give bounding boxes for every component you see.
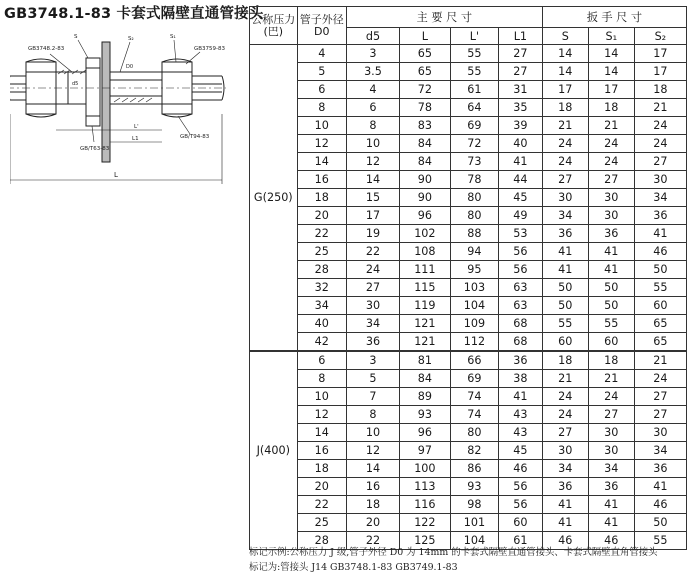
- table-cell: 24: [542, 135, 588, 153]
- table-cell: 82: [450, 442, 498, 460]
- table-cell: 122: [399, 514, 450, 532]
- table-cell: 34: [634, 189, 686, 207]
- table-cell: 14: [297, 153, 346, 171]
- table-row: [250, 135, 687, 153]
- table-cell: 19: [346, 225, 399, 243]
- table-cell: 3.5: [346, 63, 399, 81]
- table-cell: 18: [346, 496, 399, 514]
- table-cell: 65: [399, 45, 450, 63]
- table-cell: 80: [450, 189, 498, 207]
- table-cell: 36: [634, 460, 686, 478]
- table-cell: 55: [450, 45, 498, 63]
- table-cell: 32: [297, 279, 346, 297]
- table-cell: 53: [498, 225, 542, 243]
- table-cell: 80: [450, 424, 498, 442]
- table-cell: 41: [588, 496, 634, 514]
- table-cell: 90: [399, 171, 450, 189]
- table-cell: 25: [297, 243, 346, 261]
- drawing-label: GB3748.2-83: [28, 46, 65, 52]
- table-cell: 24: [542, 153, 588, 171]
- page-title: GB3748.1-83 卡套式隔壁直通管接头: [4, 6, 264, 22]
- header-diameter: 管子外径 D0: [297, 7, 346, 45]
- drawing-label: GB3759-83: [194, 46, 226, 52]
- table-cell: 18: [542, 351, 588, 370]
- drawing-label: S₁: [170, 34, 176, 40]
- table-cell: 56: [498, 496, 542, 514]
- table-row: [250, 333, 687, 352]
- table-cell: 109: [450, 315, 498, 333]
- table-cell: 125: [399, 532, 450, 550]
- table-cell: 14: [588, 63, 634, 81]
- table-cell: 104: [450, 532, 498, 550]
- table-cell: 20: [346, 514, 399, 532]
- table-cell: 27: [634, 406, 686, 424]
- table-cell: 30: [542, 442, 588, 460]
- table-cell: 12: [297, 406, 346, 424]
- table-cell: 46: [634, 243, 686, 261]
- table-cell: 55: [634, 279, 686, 297]
- table-cell: 8: [297, 370, 346, 388]
- table-cell: 60: [634, 297, 686, 315]
- header-s1: S₁: [588, 28, 634, 45]
- table-cell: 97: [399, 442, 450, 460]
- table-cell: 34: [542, 460, 588, 478]
- table-cell: 21: [542, 370, 588, 388]
- table-cell: 103: [450, 279, 498, 297]
- table-cell: 36: [498, 351, 542, 370]
- table-cell: 81: [399, 351, 450, 370]
- table-cell: 101: [450, 514, 498, 532]
- table-row: [250, 388, 687, 406]
- table-cell: 4: [297, 45, 346, 63]
- table-cell: 65: [399, 63, 450, 81]
- table-cell: 24: [588, 388, 634, 406]
- table-cell: 30: [542, 189, 588, 207]
- table-cell: 18: [588, 351, 634, 370]
- table-cell: 119: [399, 297, 450, 315]
- table-row: [250, 117, 687, 135]
- table-cell: 17: [542, 81, 588, 99]
- table-cell: 41: [634, 478, 686, 496]
- table-cell: 50: [542, 279, 588, 297]
- table-cell: 74: [450, 388, 498, 406]
- table-row: [250, 478, 687, 496]
- header-main-dims: 主 要 尺 寸: [346, 7, 542, 28]
- table-cell: 36: [588, 478, 634, 496]
- table-cell: 27: [498, 63, 542, 81]
- table-cell: 21: [634, 351, 686, 370]
- header-pressure: 公称压力 (巴): [250, 7, 298, 45]
- table-cell: 45: [498, 189, 542, 207]
- table-cell: 112: [450, 333, 498, 352]
- table-cell: 35: [498, 99, 542, 117]
- table-cell: 28: [297, 532, 346, 550]
- table-cell: 84: [399, 153, 450, 171]
- table-cell: 22: [297, 225, 346, 243]
- table-cell: 21: [542, 117, 588, 135]
- table-cell: 50: [634, 514, 686, 532]
- table-cell: 17: [346, 207, 399, 225]
- table-cell: 36: [542, 225, 588, 243]
- table-cell: 45: [498, 442, 542, 460]
- table-cell: 22: [297, 496, 346, 514]
- header-l: L: [399, 28, 450, 45]
- table-cell: 15: [346, 189, 399, 207]
- table-row: [250, 99, 687, 117]
- table-cell: 30: [588, 189, 634, 207]
- table-cell: 21: [634, 99, 686, 117]
- table-cell: 36: [346, 333, 399, 352]
- spec-table: [249, 6, 687, 550]
- table-cell: 86: [450, 460, 498, 478]
- table-cell: 27: [634, 153, 686, 171]
- table-cell: 50: [634, 261, 686, 279]
- table-row: [250, 225, 687, 243]
- table-cell: 55: [450, 63, 498, 81]
- table-cell: 60: [498, 514, 542, 532]
- table-cell: 90: [399, 189, 450, 207]
- table-cell: 25: [297, 514, 346, 532]
- table-cell: 24: [588, 135, 634, 153]
- table-row: [250, 460, 687, 478]
- table-row: [250, 189, 687, 207]
- table-row: [250, 496, 687, 514]
- table-cell: 41: [542, 496, 588, 514]
- table-row: [250, 370, 687, 388]
- table-cell: 43: [498, 424, 542, 442]
- table-cell: 20: [297, 207, 346, 225]
- table-cell: 43: [498, 406, 542, 424]
- table-cell: 84: [399, 135, 450, 153]
- table-cell: 66: [450, 351, 498, 370]
- table-cell: 14: [346, 171, 399, 189]
- table-cell: 41: [588, 514, 634, 532]
- table-cell: 40: [498, 135, 542, 153]
- table-cell: 34: [346, 315, 399, 333]
- table-cell: 41: [498, 388, 542, 406]
- table-cell: 8: [346, 406, 399, 424]
- table-cell: 34: [542, 207, 588, 225]
- table-cell: 41: [542, 261, 588, 279]
- table-cell: 16: [297, 171, 346, 189]
- table-cell: 27: [634, 388, 686, 406]
- header-l-prime: L': [450, 28, 498, 45]
- table-row: [250, 406, 687, 424]
- table-row: [250, 81, 687, 99]
- table-cell: 64: [450, 99, 498, 117]
- table-cell: 27: [542, 424, 588, 442]
- table-cell: 61: [450, 81, 498, 99]
- table-cell: 56: [498, 243, 542, 261]
- table-cell: 80: [450, 207, 498, 225]
- table-cell: 41: [542, 243, 588, 261]
- table-cell: 98: [450, 496, 498, 514]
- table-cell: 94: [450, 243, 498, 261]
- table-cell: 16: [297, 442, 346, 460]
- table-cell: 27: [588, 171, 634, 189]
- drawing-label: GB/T63-83: [80, 146, 110, 152]
- table-cell: 50: [542, 297, 588, 315]
- table-cell: 14: [346, 460, 399, 478]
- table-cell: 30: [634, 424, 686, 442]
- table-cell: 31: [498, 81, 542, 99]
- table-cell: 111: [399, 261, 450, 279]
- table-cell: 41: [542, 514, 588, 532]
- table-row: [250, 514, 687, 532]
- table-cell: 27: [588, 406, 634, 424]
- table-cell: 36: [542, 478, 588, 496]
- table-cell: 84: [399, 370, 450, 388]
- table-cell: 12: [346, 442, 399, 460]
- table-cell: 34: [634, 442, 686, 460]
- table-cell: 78: [399, 99, 450, 117]
- table-cell: 16: [346, 478, 399, 496]
- table-cell: 27: [346, 279, 399, 297]
- table-cell: 113: [399, 478, 450, 496]
- table-cell: 8: [346, 117, 399, 135]
- table-cell: 72: [450, 135, 498, 153]
- table-row: [250, 153, 687, 171]
- table-cell: 27: [498, 45, 542, 63]
- table-cell: 17: [634, 63, 686, 81]
- table-cell: 46: [588, 532, 634, 550]
- table-row: [250, 279, 687, 297]
- drawing-label: S₂: [128, 36, 134, 42]
- table-cell: 14: [542, 45, 588, 63]
- table-cell: 60: [588, 333, 634, 352]
- table-cell: 50: [588, 279, 634, 297]
- table-cell: 24: [634, 135, 686, 153]
- table-cell: 93: [450, 478, 498, 496]
- table-cell: 22: [346, 532, 399, 550]
- table-row: [250, 63, 687, 81]
- table-cell: 24: [542, 388, 588, 406]
- table-cell: 68: [498, 333, 542, 352]
- table-cell: 28: [297, 261, 346, 279]
- table-cell: 104: [450, 297, 498, 315]
- header-s2: S₂: [634, 28, 686, 45]
- table-cell: 100: [399, 460, 450, 478]
- table-cell: 24: [542, 406, 588, 424]
- footnote-line: 标记示例:公称压力 J 级,管子外径 D0 为 14mm 的卡套式隔壁直通管接头、卡套式隔壁直角管接头: [249, 547, 658, 558]
- table-row: [250, 261, 687, 279]
- table-cell: 102: [399, 225, 450, 243]
- table-cell: 65: [634, 333, 686, 352]
- table-cell: 88: [450, 225, 498, 243]
- table-cell: 21: [588, 117, 634, 135]
- table-cell: 30: [634, 171, 686, 189]
- table-cell: 115: [399, 279, 450, 297]
- table-cell: 30: [588, 442, 634, 460]
- table-cell: 3: [346, 351, 399, 370]
- table-cell: 12: [297, 135, 346, 153]
- table-cell: 63: [498, 279, 542, 297]
- table-cell: 24: [346, 261, 399, 279]
- table-cell: 30: [588, 207, 634, 225]
- table-cell: 10: [297, 117, 346, 135]
- table-cell: 89: [399, 388, 450, 406]
- table-cell: 55: [634, 532, 686, 550]
- header-d5: d5: [346, 28, 399, 45]
- table-cell: 24: [634, 117, 686, 135]
- drawing-label: S: [74, 34, 78, 40]
- table-cell: 69: [450, 370, 498, 388]
- table-cell: 49: [498, 207, 542, 225]
- table-row: [250, 45, 687, 63]
- table-cell: 17: [634, 45, 686, 63]
- table-cell: 20: [297, 478, 346, 496]
- table-cell: 60: [542, 333, 588, 352]
- table-cell: 34: [297, 297, 346, 315]
- table-row: [250, 297, 687, 315]
- header-l1: L1: [498, 28, 542, 45]
- table-cell: 55: [588, 315, 634, 333]
- header-s: S: [542, 28, 588, 45]
- table-cell: 5: [297, 63, 346, 81]
- table-cell: 18: [297, 189, 346, 207]
- table-cell: 18: [297, 460, 346, 478]
- table-cell: 36: [588, 225, 634, 243]
- table-cell: 14: [588, 45, 634, 63]
- table-cell: 65: [634, 315, 686, 333]
- table-row: [250, 171, 687, 189]
- table-cell: 46: [634, 496, 686, 514]
- table-cell: 30: [588, 424, 634, 442]
- table-cell: 4: [346, 81, 399, 99]
- table-cell: 61: [498, 532, 542, 550]
- table-cell: 83: [399, 117, 450, 135]
- table-cell: 10: [346, 424, 399, 442]
- table-row: [250, 351, 687, 370]
- header-wrench-dims: 扳 手 尺 寸: [542, 7, 686, 28]
- table-cell: 40: [297, 315, 346, 333]
- table-row: [250, 207, 687, 225]
- table-cell: 116: [399, 496, 450, 514]
- table-cell: 41: [588, 243, 634, 261]
- table-cell: 56: [498, 478, 542, 496]
- table-cell: 39: [498, 117, 542, 135]
- table-cell: 46: [498, 460, 542, 478]
- table-cell: 63: [498, 297, 542, 315]
- pressure-group-label: G(250): [250, 45, 298, 352]
- table-cell: 44: [498, 171, 542, 189]
- table-cell: 18: [634, 81, 686, 99]
- table-cell: 93: [399, 406, 450, 424]
- table-cell: 73: [450, 153, 498, 171]
- table-cell: 8: [297, 99, 346, 117]
- footnote-line: 标记为:管接头 J14 GB3748.1-83 GB3749.1-83: [249, 562, 458, 573]
- table-cell: 121: [399, 333, 450, 352]
- footnote: [249, 545, 657, 575]
- table-cell: 56: [498, 261, 542, 279]
- drawing-label: L: [114, 171, 118, 179]
- table-cell: 27: [542, 171, 588, 189]
- table-cell: 74: [450, 406, 498, 424]
- table-cell: 42: [297, 333, 346, 352]
- table-cell: 108: [399, 243, 450, 261]
- table-cell: 121: [399, 315, 450, 333]
- table-cell: 18: [542, 99, 588, 117]
- table-cell: 41: [634, 225, 686, 243]
- table-cell: 12: [346, 153, 399, 171]
- table-cell: 96: [399, 424, 450, 442]
- table-row: [250, 442, 687, 460]
- table-cell: 24: [634, 370, 686, 388]
- table-row: [250, 243, 687, 261]
- table-cell: 55: [542, 315, 588, 333]
- table-cell: 6: [346, 99, 399, 117]
- table-cell: 6: [297, 351, 346, 370]
- table-cell: 95: [450, 261, 498, 279]
- table-row: [250, 315, 687, 333]
- table-cell: 34: [588, 460, 634, 478]
- table-row: [250, 424, 687, 442]
- fitting-drawing: [10, 32, 232, 192]
- table-cell: 10: [297, 388, 346, 406]
- table-cell: 6: [297, 81, 346, 99]
- table-cell: 3: [346, 45, 399, 63]
- drawing-label: GB/T94-83: [180, 134, 210, 140]
- table-cell: 69: [450, 117, 498, 135]
- drawing-label: d5: [72, 81, 79, 87]
- drawing-label: D0: [126, 64, 134, 70]
- table-cell: 14: [542, 63, 588, 81]
- drawing-label: L1: [132, 136, 139, 142]
- table-cell: 78: [450, 171, 498, 189]
- spec-table-body: [250, 45, 687, 550]
- table-cell: 18: [588, 99, 634, 117]
- table-cell: 50: [588, 297, 634, 315]
- table-cell: 10: [346, 135, 399, 153]
- table-cell: 68: [498, 315, 542, 333]
- table-cell: 41: [588, 261, 634, 279]
- table-cell: 7: [346, 388, 399, 406]
- table-cell: 14: [297, 424, 346, 442]
- table-cell: 72: [399, 81, 450, 99]
- table-cell: 36: [634, 207, 686, 225]
- table-cell: 96: [399, 207, 450, 225]
- table-cell: 41: [498, 153, 542, 171]
- table-cell: 24: [588, 153, 634, 171]
- drawing-label: L': [134, 124, 139, 130]
- table-cell: 21: [588, 370, 634, 388]
- table-cell: 22: [346, 243, 399, 261]
- table-cell: 5: [346, 370, 399, 388]
- table-cell: 17: [588, 81, 634, 99]
- table-cell: 46: [542, 532, 588, 550]
- table-cell: 38: [498, 370, 542, 388]
- pressure-group-label: J(400): [250, 351, 298, 550]
- table-cell: 30: [346, 297, 399, 315]
